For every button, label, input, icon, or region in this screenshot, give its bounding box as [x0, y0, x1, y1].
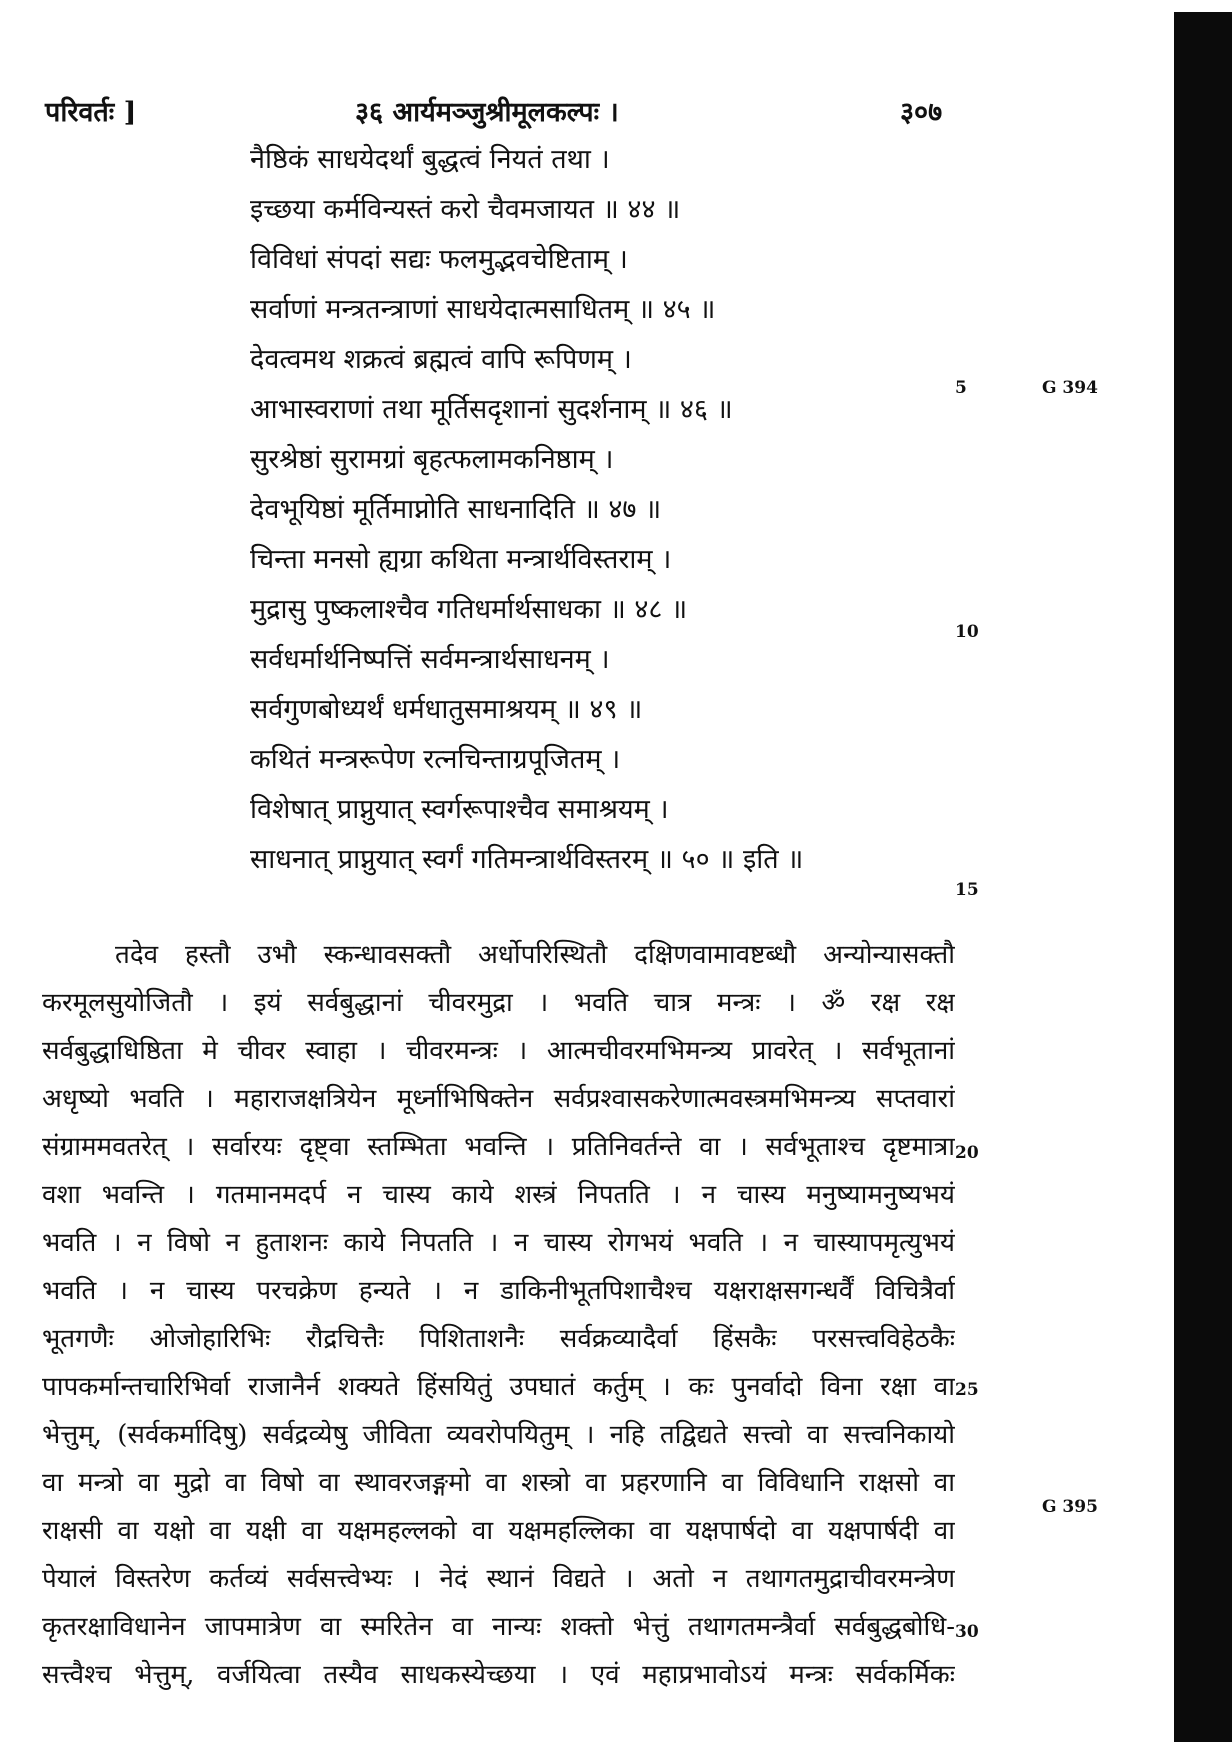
prose-line: कृतरक्षाविधानेन जापमात्रेण वा स्मरितेन वा नान्यः शक्तो भेत्तुं तथागतमन्त्रैर्वा सर्वबुद्धबोधि- — [42, 1612, 955, 1642]
verse-line: सुरश्रेष्ठां सुरामग्रां बृहत्फलामकनिष्ठाम् । — [250, 444, 614, 475]
prose-line: भेत्तुम्, (सर्वकर्मादिषु) सर्वद्रव्येषु जीविता व्यवरोपयितुम् । नहि तद्विद्यते सत्त्वो वा सत्त्वनिकायो — [42, 1420, 955, 1450]
verse-line: विशेषात् प्राप्नुयात् स्वर्गरूपाश्चैव समाश्रयम् । — [250, 794, 669, 825]
verse-line: सर्वाणां मन्त्रतन्त्राणां साधयेदात्मसाधितम् ॥ ४५ ॥ — [250, 294, 716, 325]
prose-line: सर्वबुद्धाधिष्ठिता मे चीवर स्वाहा । चीवरमन्त्रः । आत्मचीवरमभिमन्त्र्य प्रावरेत् । सर्वभूतानां — [42, 1036, 955, 1066]
scan-border-shadow — [1174, 12, 1232, 1742]
prose-line: भवति । न चास्य परचक्रेण हन्यते । न डाकिनीभूतपिशाचैश्च यक्षराक्षसगन्धर्वैं विचित्रैर्वा — [42, 1276, 955, 1306]
header-section-label: परिवर्तः ] — [45, 97, 137, 128]
prose-line: पापकर्मान्तचारिभिर्वा राजानैर्न शक्यते हिंसयितुं उपघातं कर्तुम् । कः पुनर्वादो विना रक्षा वा — [42, 1372, 955, 1402]
prose-line: तदेव हस्तौ उभौ स्कन्धावसक्तौ अर्धोपरिस्थितौ दक्षिणवामावष्टब्धौ अन्योन्यासक्तौ — [115, 940, 955, 970]
verse-line: नैष्ठिकं साधयेदर्थां बुद्धत्वं नियतं तथा । — [250, 144, 610, 175]
verse-line: इच्छया कर्मविन्यस्तं करो चैवमजायत ॥ ४४ ॥ — [250, 194, 681, 225]
prose-line: अधृष्यो भवति । महाराजक्षत्रियेन मूर्ध्नाभिषिक्तेन सर्वप्रश्वासकरेणात्मवस्त्रमभिमन्त्र्य सप्तवारां — [42, 1084, 955, 1114]
verse-line: साधनात् प्राप्नुयात् स्वर्गं गतिमन्त्रार्थविस्तरम् ॥ ५० ॥ इति ॥ — [250, 844, 804, 875]
prose-line: वा मन्त्रो वा मुद्रो वा विषो वा स्थावरजङ्गमो वा शस्त्रो वा प्रहरणानि वा विविधानि राक्षसो वा — [42, 1468, 955, 1498]
prose-line: वशा भवन्ति । गतमानमदर्प न चास्य काये शस्त्रं निपतति । न चास्य मनुष्यामनुष्यभयं — [42, 1180, 955, 1210]
margin-line-number: 5 — [955, 378, 967, 398]
margin-line-number: 25 — [955, 1380, 979, 1400]
prose-line: संग्राममवतरेत् । सर्वारयः दृष्ट्वा स्तम्भिता भवन्ति । प्रतिनिवर्तन्ते वा । सर्वभूताश्च दृष्टमात्रा — [42, 1132, 955, 1162]
margin-g-reference: G 394 — [1042, 378, 1098, 398]
verse-line: देवत्वमथ शक्रत्वं ब्रह्मत्वं वापि रूपिणम् । — [250, 344, 632, 375]
verse-line: मुद्रासु पुष्कलाश्चैव गतिधर्मार्थसाधका ॥ ४८ ॥ — [250, 594, 688, 625]
prose-line: पेयालं विस्तरेण कर्तव्यं सर्वसत्त्वेभ्यः । नेदं स्थानं विद्यते । अतो न तथागतमुद्राचीवरमन्त्रेण — [42, 1564, 955, 1594]
prose-line: करमूलसुयोजितौ । इयं सर्वबुद्धानां चीवरमुद्रा । भवति चात्र मन्त्रः । ॐ रक्ष रक्ष — [42, 988, 955, 1018]
prose-line: सत्त्वैश्च भेत्तुम्, वर्जयित्वा तस्यैव साधकस्येच्छया । एवं महाप्रभावोऽयं मन्त्रः सर्वकर्मिकः — [42, 1660, 955, 1690]
verse-line: कथितं मन्त्ररूपेण रत्नचिन्ताग्रपूजितम् । — [250, 744, 621, 775]
prose-line: राक्षसी वा यक्षो वा यक्षी वा यक्षमहल्लको वा यक्षमहल्लिका वा यक्षपार्षदो वा यक्षपार्षदी वा — [42, 1516, 955, 1546]
verse-line: विविधां संपदां सद्यः फलमुद्भवचेष्टिताम् । — [250, 244, 628, 275]
prose-line: भूतगणैः ओजोहारिभिः रौद्रचित्तैः पिशिताशनैः सर्वक्रव्यादैर्वा हिंसकैः परसत्त्वविहेठकैः — [42, 1324, 955, 1354]
margin-line-number: 15 — [955, 880, 979, 900]
verse-line: आभास्वराणां तथा मूर्तिसदृशानां सुदर्शनाम् ॥ ४६ ॥ — [250, 394, 733, 425]
header-chapter-title: ३६ आर्यमञ्जुश्रीमूलकल्पः । — [355, 97, 619, 128]
margin-line-number: 30 — [955, 1622, 979, 1642]
margin-line-number: 10 — [955, 622, 979, 642]
verse-line: सर्वगुणबोध्यर्थं धर्मधातुसमाश्रयम् ॥ ४९ ॥ — [250, 694, 643, 725]
verse-line: सर्वधर्मार्थनिष्पत्तिं सर्वमन्त्रार्थसाधनम् । — [250, 644, 610, 675]
margin-g-reference: G 395 — [1042, 1497, 1098, 1517]
verse-line: देवभूयिष्ठां मूर्तिमाप्नोति साधनादिति ॥ ४७ ॥ — [250, 494, 662, 525]
verse-line: चिन्ता मनसो ह्यग्रा कथिता मन्त्रार्थविस्तराम् । — [250, 544, 672, 575]
prose-line: भवति । न विषो न हुताशनः काये निपतति । न चास्य रोगभयं भवति । न चास्यापमृत्युभयं — [42, 1228, 955, 1258]
page-number: ३०७ — [900, 97, 943, 128]
margin-line-number: 20 — [955, 1143, 979, 1163]
